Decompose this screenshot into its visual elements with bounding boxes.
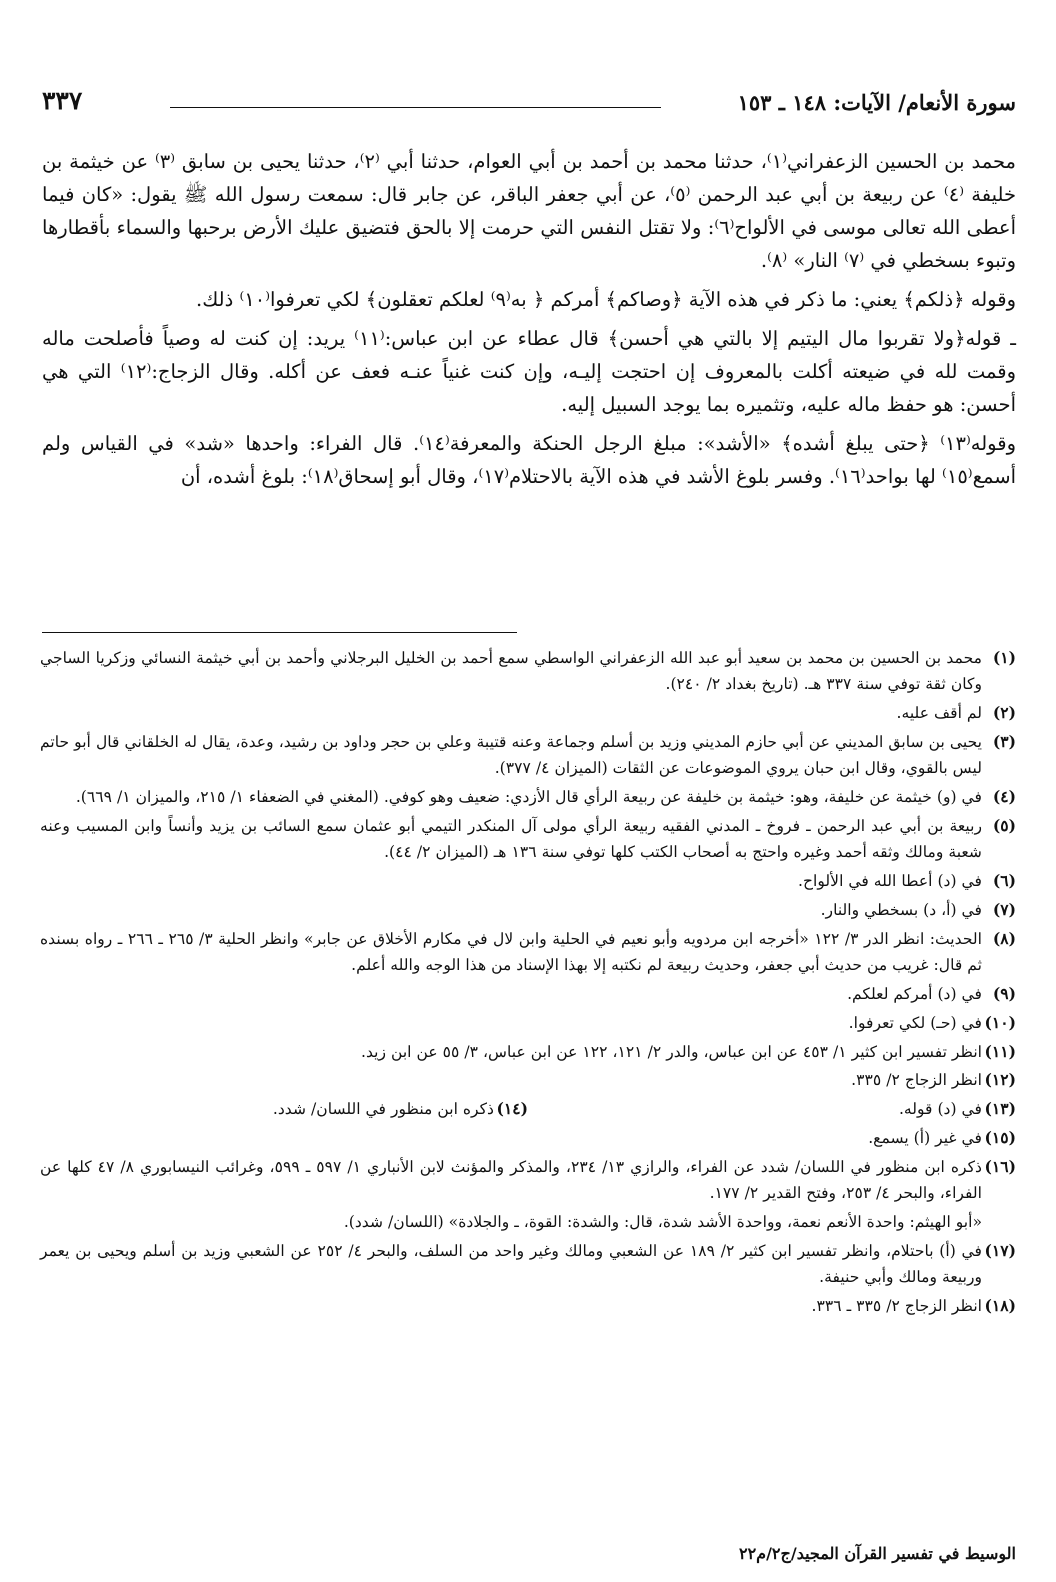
footnote-text: الحديث: انظر الدر ٣/ ١٢٢ «أخرجه ابن مردويه وأبو نعيم في الحلية وابن لال في مكارم الأخلاق عن جابر» وانظر الحلية ٣/ ٢٦٥ ـ ٢٦٦ ـ رواه بسنده ثم قال: غريب من حديث أبي جعفر، وحديث ربيعة لم نكتبه إلا بهذا الإسناد من هذا الوجه والله أعلم. bbox=[40, 929, 982, 975]
footnote bbox=[40, 645, 1016, 698]
footnote-text: في (د) أمركم لعلكم. bbox=[847, 985, 982, 1003]
footnote-text: محمد بن الحسين بن محمد بن سعيد أبو عبد الله الزعفراني الواسطي سمع أحمد بن الخليل البرجلاني وأحمد بن أبي خيثمة النسائي وزكريا الساجي وكان ثقة توفي سنة ٣٣٧ هـ. (تاريخ بغداد ٢/ ٢٤٠). bbox=[40, 649, 982, 694]
paragraph-hadith: محمد بن الحسين الزعفراني⁽١⁾، حدثنا محمد بن أحمد بن أبي العوام، حدثنا أبي ⁽٢⁾، حدثنا يحيى بن سابق ⁽٣⁾ عن خيثمة بن خليفة ⁽٤⁾ عن ربيعة بن أبي عبد الرحمن ⁽٥⁾، عن أبي جعفر الباقر، عن جابر قال: سمعت رسول الله ﷺ يقول: «كان فيما أعطى الله تعالى موسى في الألواح⁽٦⁾: ولا تقتل النفس التي حرمت إلا بالحق فتضيق عليك الأرض برحبها والسماء بأقطارها وتبوء بسخطي في ⁽٧⁾ النار» ⁽٨⁾. bbox=[42, 150, 1017, 272]
footnote-text: لم أقف عليه. bbox=[896, 704, 982, 723]
footnote bbox=[40, 1293, 1016, 1319]
footnote bbox=[40, 1125, 1016, 1151]
page-header bbox=[42, 86, 1016, 126]
footnote bbox=[40, 868, 1016, 894]
footnote-text: في (و) خيثمة عن خليفة، وهو: خيثمة بن خليفة عن ربيعة الرأي قال الأزدي: ضعيف وهو كوفي. (المغني في الضعفاء ١/ ٢١٥، والميزان ١/ ٦٦٩). bbox=[75, 788, 982, 807]
footnote-text: انظر الزجاج ٢/ ٣٣٥ ـ ٣٣٦. bbox=[811, 1296, 982, 1315]
footnote-text: في (حـ) لكي تعرفوا. bbox=[848, 1013, 982, 1032]
footnote bbox=[40, 784, 1016, 810]
footnote-number: (٥) bbox=[992, 816, 1016, 835]
footnote-text: انظر تفسير ابن كثير ١/ ٤٥٣ عن ابن عباس، والدر ٢/ ١٢١، ١٢٢ عن ابن عباس، ٣/ ٥٥ عن ابن زيد. bbox=[361, 1042, 982, 1061]
page-number: ٣٣٧ bbox=[42, 86, 83, 115]
header-rule bbox=[170, 107, 661, 108]
footnote-number: (٨) bbox=[992, 928, 1016, 948]
footnote-separator bbox=[42, 632, 517, 633]
footnote-number: (١٧) bbox=[984, 1240, 1016, 1260]
footnote-text: في (أ، د) بسخطي والنار. bbox=[820, 901, 982, 919]
footnote-number: (٧) bbox=[992, 900, 1016, 919]
footnote bbox=[40, 1010, 1016, 1036]
footnote-number: (١٨) bbox=[984, 1295, 1016, 1315]
footnote-number: (١٦) bbox=[984, 1156, 1016, 1176]
footnote-number: (١٢) bbox=[984, 1070, 1016, 1090]
paragraph-orphan-property: ـ قوله﴿ولا تقربوا مال اليتيم إلا بالتي هي أحسن﴾ قال عطاء عن ابن عباس:⁽١١⁾ يريد: إن كنت له وصياً فأصلحت ماله وقمت لله في ضيعته أكلت بالمعروف إن احتجت إليـه، وإن كنت غنياً عنـه فعف عن أكله. وقال الزجاج:⁽١٢⁾ التي هي أحسن: هو حفظ ماله عليه، وتثميره بما يوجد السبيل إليه. bbox=[42, 327, 1016, 416]
paragraph-dhalikum: وقوله ﴿ذلكم﴾ يعني: ما ذكر في هذه الآية ﴿وصاكم﴾ أمركم ﴿ به⁽٩⁾ لعلكم تعقلون﴾ لكي تعرفوا⁽١٠⁾ ذلك. bbox=[196, 288, 1016, 311]
footnote-number: (١٤) bbox=[496, 1099, 528, 1119]
footnote-quote: «أبو الهيثم: واحدة الأنعم نعمة، وواحدة الأشد شدة، قال: والشدة: القوة، ـ والجلادة» (اللسان/ شدد). bbox=[343, 1212, 982, 1231]
footnote-number: (١) bbox=[992, 648, 1016, 667]
footnote bbox=[40, 813, 1016, 866]
footnote-text: انظر الزجاج ٢/ ٣٣٥. bbox=[851, 1071, 982, 1090]
footnote-number: (٩) bbox=[992, 984, 1016, 1003]
footnote-text: في (د) قوله. bbox=[898, 1100, 982, 1119]
footnote-number: (٤) bbox=[992, 787, 1016, 807]
footnote-number: (١١) bbox=[984, 1041, 1016, 1061]
footnote-text: يحيى بن سابق المديني عن أبي حازم المديني وزيد بن أسلم وجماعة وعنه قتيبة وعلي بن حجر وداود بن رشيد، وعدة، يقال له الخلقاني قال أبو حاتم ليس بالقوي، وقال ابن حبان يروي الموضوعات عن الثقات (الميزان ٤/ ٣٧٧). bbox=[40, 733, 982, 778]
footnote-number: (٣) bbox=[992, 732, 1016, 751]
footnote bbox=[40, 897, 1016, 923]
paragraph-ashuddah: وقوله⁽١٣⁾ ﴿حتى يبلغ أشده﴾ «الأشد»: مبلغ الرجل الحنكة والمعرفة⁽١٤⁾. قال الفراء: واحدها «شد» في القياس ولم أسمع⁽١٥⁾ لها بواحد⁽١٦⁾. وفسر بلوغ الأشد في هذه الآية بالاحتلام⁽١٧⁾، وقال أبو إسحاق⁽١٨⁾: بلوغ أشده، أن bbox=[42, 432, 1016, 488]
page-footer: الوسيط في تفسير القرآن المجيد/ج٢/م٢٢ bbox=[738, 1544, 1016, 1563]
footnotes bbox=[40, 645, 1016, 1322]
footnote-text: في غير (أ) يسمع. bbox=[868, 1128, 982, 1147]
footnote bbox=[40, 926, 1016, 979]
footnote bbox=[40, 700, 1016, 726]
footnote bbox=[40, 1154, 1016, 1207]
footnote-text: ذكره ابن منظور في اللسان/ شدد. bbox=[272, 1100, 494, 1119]
footnote-number: (١٣) bbox=[984, 1099, 1016, 1119]
footnote-text: ذكره ابن منظور في اللسان/ شدد عن الفراء، والرازي ١٣/ ٢٣٤، والمذكر والمؤنث لابن الأنباري ١/ ٥٩٧ ـ ٥٩٩، وغرائب النيسابوري ٨/ ٤٧ كلها عن الفراء، والبحر ٤/ ٢٥٣، وفتح القدير ٢/ ١٧٧. bbox=[40, 1157, 983, 1203]
footnote bbox=[40, 981, 1016, 1007]
footnote bbox=[40, 729, 1016, 782]
footnote-number: (١٥) bbox=[984, 1127, 1016, 1147]
main-text bbox=[42, 145, 1016, 499]
footnote bbox=[528, 1096, 1016, 1122]
footnote-text: في (د) أعطا الله في الألواح. bbox=[798, 872, 982, 891]
footnote-number: (٢) bbox=[992, 703, 1016, 723]
footnote-pair bbox=[40, 1096, 1016, 1122]
footnote bbox=[40, 1238, 1016, 1291]
footnote bbox=[40, 1096, 528, 1122]
surah-verses-title: سورة الأنعام/ الآيات: ١٤٨ ـ ١٥٣ bbox=[737, 90, 1016, 115]
footnote-number: (٦) bbox=[992, 871, 1016, 891]
footnote bbox=[40, 1067, 1016, 1093]
footnote-text: ربيعة بن أبي عبد الرحمن ـ فروخ ـ المدني الفقيه ربيعة الرأي مولى آل المنكدر التيمي أبو عثمان سمع السائب بن يزيد وأنساً وابن المسيب وعنه شعبة ومالك وثقه أحمد وغيره واحتج به أصحاب الكتب كلها توفي سنة ١٣٦ هـ (الميزان ٢/ ٤٤). bbox=[40, 817, 982, 862]
footnote-text: في (أ) باحتلام، وانظر تفسير ابن كثير ٢/ ١٨٩ عن الشعبي ومالك وغير واحد من السلف، والبحر ٤/ ٢٥٢ عن الشعبي وزيد بن أسلم ويحيى بن يعمر وربيعة ومالك وأبي حنيفة. bbox=[40, 1241, 982, 1287]
footnote-number: (١٠) bbox=[984, 1012, 1016, 1032]
footnote bbox=[40, 1039, 1016, 1065]
